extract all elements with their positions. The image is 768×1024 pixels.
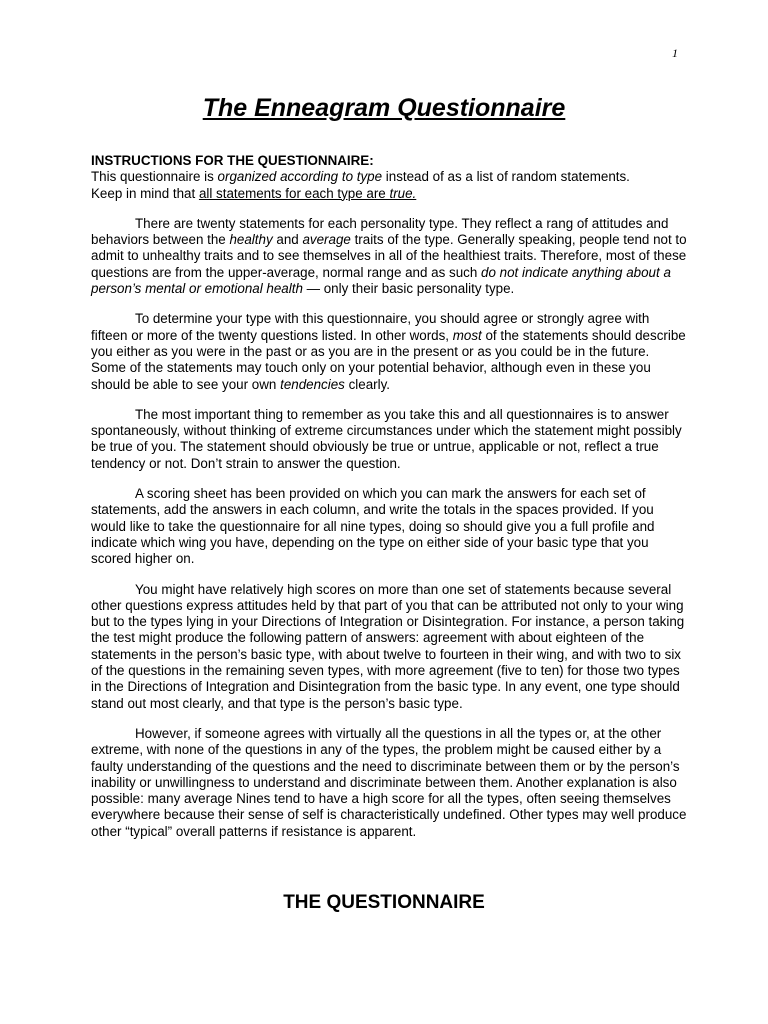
paragraph-text: of the statements should describe you either as you were in the past or as you are in the present or as you could be in the future. Some of the statements may touch only on your potential behavior, although even in these you should be able to see your own (91, 327, 686, 392)
instructions-block (91, 153, 687, 202)
paragraph-text: — only their basic personality type. (302, 281, 515, 297)
instructions-emphasis: organized according to type (217, 169, 383, 185)
paragraph-text: clearly. (344, 376, 391, 392)
paragraph-emphasis: do not indicate anything about a person’s mental or emotional health (91, 264, 671, 297)
paragraph-emphasis: most (452, 327, 482, 343)
paragraph-high-scores: You might have relatively high scores on more than one set of statements because several other questions express attitudes held by that part of you that can be attributed not only to your wing but to the types lying in your Directions of Integration or Disintegration. For instance, a person taking the test might produce the following pattern of answers: agreement with about eighteen of the statements in the person’s basic type, with about twelve to fourteen in their wing, and with two to six of the questions in the remaining seven types, with more agreement (five to ten) for those two types in the Directions of Integration and Disintegration from the basic type. In any event, one type should stand out most clearly, and that type is the person’s basic type. (91, 581, 685, 711)
paragraph-spontaneous: The most important thing to remember as you take this and all questionnaires is to answer spontaneously, without thinking of extreme circumstances under which the statement might possibly be true of you. The statement should obviously be true or untrue, applicable or not, reflect a true tendency or not. Don’t strain to answer the question. (91, 406, 682, 471)
paragraph-emphasis: healthy (229, 232, 273, 248)
paragraph-text: To determine your type with this questionnaire, you should agree or strongly agree with fifteen or more of the twenty questions listed. In other words, (91, 311, 650, 343)
document-body (91, 153, 687, 854)
paragraph-emphasis: average (302, 232, 351, 248)
page-number: 1 (672, 46, 678, 60)
paragraph-faulty-understanding: However, if someone agrees with virtually all the questions in all the types or, at the other extreme, with none of the questions in any of the types, the problem might be caused either by a faulty understanding of the questions and the need to discriminate between them or by the person’s inability or unwillingness to understand and discriminate between them. Another explanation is also possible: many average Nines tend to have a high score for all the types, often seeing themselves everywhere because their sense of self is characteristically undefined. Other types may well produce other “typical” overall patterns if resistance is apparent. (91, 725, 687, 839)
instructions-text: This questionnaire is (91, 169, 218, 185)
paragraph-scoring-sheet: A scoring sheet has been provided on which you can mark the answers for each set of statements, add the answers in each column, and write the totals in the spaces provided. If you would like to take the questionnaire for all nine types, doing so should give you a full profile and indicate which wing you have, depending on the type on either side of your basic type that you scored higher on. (91, 486, 655, 567)
paragraph-emphasis: tendencies (280, 376, 345, 392)
section-heading: THE QUESTIONNAIRE (283, 892, 485, 913)
paragraph-statements (91, 216, 687, 297)
document-title: The Enneagram Questionnaire (202, 94, 566, 122)
paragraph-text: There are twenty statements for each personality type. They reflect a rang of attitudes and behaviors between the (91, 215, 669, 248)
instructions-underlined-emphasis: true. (389, 185, 417, 201)
instructions-heading: INSTRUCTIONS FOR THE QUESTIONNAIRE: (91, 153, 374, 168)
instructions-text: instead of as a list of random statements. (382, 169, 630, 185)
instructions-underlined: all statements for each type are (198, 185, 390, 201)
paragraph-determine-type (91, 311, 687, 392)
paragraph-text: traits of the type. Generally speaking, people tend not to admit to unhealthy traits and to see themselves in all of the healthiest traits. Therefore, most of these questions are from the upper-average, normal range and as such (91, 232, 687, 280)
instructions-text: Keep in mind that (91, 185, 199, 201)
paragraph-text: and (272, 232, 303, 248)
